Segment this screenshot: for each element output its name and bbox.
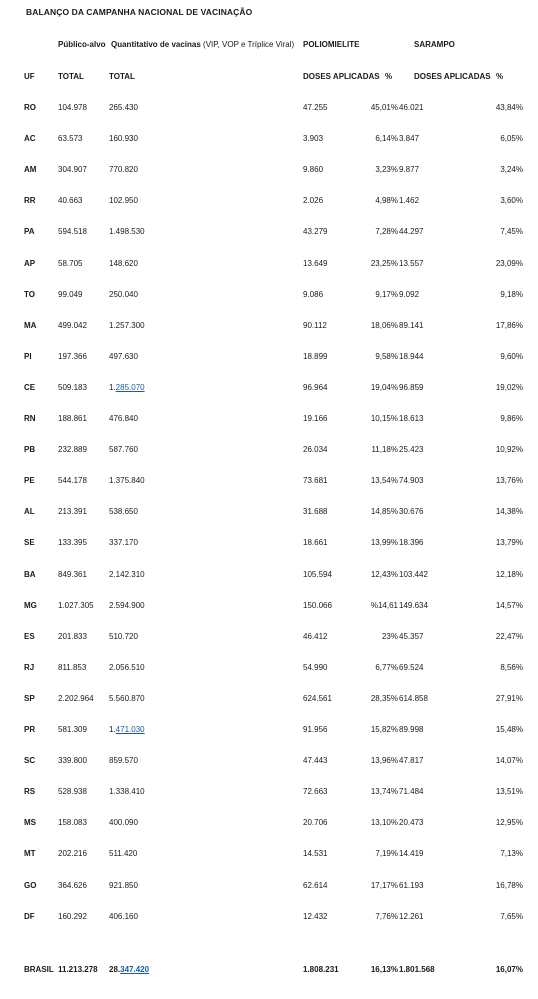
cell-polio-doses: 18.661	[303, 538, 328, 547]
table-row	[0, 321, 538, 333]
table-row	[0, 165, 538, 177]
cell-polio-pct: 19,04%	[370, 383, 398, 392]
cell-polio-pct: 45,01%	[370, 103, 398, 112]
cell-publico-alvo: 528.938	[58, 787, 87, 796]
table-row	[0, 103, 538, 115]
cell-uf: RN	[24, 414, 36, 423]
cell-publico-alvo: 849.361	[58, 570, 87, 579]
cell-sarampo-pct: 15,48%	[495, 725, 523, 734]
cell-total-vacinas	[109, 694, 145, 703]
cell-total-part: 102.950	[109, 196, 138, 205]
table-row	[0, 259, 538, 271]
cell-total-part: 1.257.300	[109, 321, 145, 330]
cell-publico-alvo: 509.183	[58, 383, 87, 392]
cell-total-vacinas	[109, 632, 138, 641]
table-row	[0, 818, 538, 830]
cell-sarampo-doses: 14.419	[399, 849, 424, 858]
cell-sarampo-pct: 22,47%	[495, 632, 523, 641]
total-row	[0, 965, 538, 977]
cell-sarampo-doses: 18.944	[399, 352, 424, 361]
cell-total-vacinas	[109, 965, 149, 974]
cell-uf: SC	[24, 756, 36, 765]
cell-polio-pct: 4,98%	[375, 196, 398, 205]
cell-publico-alvo: 304.907	[58, 165, 87, 174]
cell-polio-pct: 23,25%	[370, 259, 398, 268]
cell-total-vacinas	[109, 601, 145, 610]
cell-polio-pct: 23%	[381, 632, 398, 641]
cell-publico-alvo: 581.309	[58, 725, 87, 734]
cell-sarampo-doses: 3.847	[399, 134, 420, 143]
cell-total-vacinas	[109, 725, 145, 734]
table-row	[0, 787, 538, 799]
cell-uf: PI	[24, 352, 32, 361]
cell-polio-pct: 9,58%	[375, 352, 398, 361]
cell-polio-doses: 12.432	[303, 912, 328, 921]
cell-total-vacinas	[109, 818, 138, 827]
cell-uf: RO	[24, 103, 36, 112]
cell-total-part: 148.620	[109, 259, 138, 268]
cell-total-part: 538.650	[109, 507, 138, 516]
cell-sarampo-pct: 13,79%	[495, 538, 523, 547]
cell-polio-doses: 46.412	[303, 632, 328, 641]
cell-polio-doses: 26.034	[303, 445, 328, 454]
cell-polio-pct: 13,54%	[370, 476, 398, 485]
cell-publico-alvo: 2.202.964	[58, 694, 94, 703]
cell-total-vacinas	[109, 476, 145, 485]
cell-sarampo-doses: 614.858	[399, 694, 428, 703]
cell-total-part: 510.720	[109, 632, 138, 641]
cell-sarampo-pct: 27,91%	[495, 694, 523, 703]
cell-uf: AC	[24, 134, 36, 143]
cell-total-vacinas	[109, 787, 145, 796]
cell-sarampo-doses: 20.473	[399, 818, 424, 827]
cell-polio-pct: 17,17%	[370, 881, 398, 890]
cell-publico-alvo: 160.292	[58, 912, 87, 921]
cell-total-vacinas	[109, 290, 138, 299]
cell-polio-pct: 7,19%	[375, 849, 398, 858]
table-row	[0, 476, 538, 488]
cell-total-part: 476.840	[109, 414, 138, 423]
table-row	[0, 414, 538, 426]
cell-publico-alvo: 544.178	[58, 476, 87, 485]
cell-publico-alvo: 58.705	[58, 259, 83, 268]
cell-total-part: 400.090	[109, 818, 138, 827]
cell-uf: AM	[24, 165, 37, 174]
cell-polio-doses: 96.964	[303, 383, 328, 392]
cell-polio-doses: 62.614	[303, 881, 328, 890]
cell-total-vacinas	[109, 227, 145, 236]
table-row	[0, 134, 538, 146]
cell-total-vacinas	[109, 849, 137, 858]
cell-publico-alvo: 213.391	[58, 507, 87, 516]
col-doses-polio: DOSES APLICADAS	[303, 72, 380, 81]
cell-sarampo-pct: 6,05%	[500, 134, 523, 143]
cell-sarampo-pct: 10,92%	[495, 445, 523, 454]
table-row	[0, 694, 538, 706]
cell-publico-alvo: 158.083	[58, 818, 87, 827]
col-uf: UF	[24, 72, 35, 81]
cell-total-part: 859.570	[109, 756, 138, 765]
header-poliomielite: POLIOMIELITE	[303, 40, 360, 49]
cell-sarampo-doses: 9.877	[399, 165, 420, 174]
cell-polio-doses: 47.255	[303, 103, 328, 112]
cell-polio-pct: 18,06%	[370, 321, 398, 330]
cell-sarampo-doses: 89.141	[399, 321, 424, 330]
cell-sarampo-doses: 44.297	[399, 227, 424, 236]
table-row	[0, 881, 538, 893]
cell-total-vacinas	[109, 507, 138, 516]
cell-sarampo-doses: 89.998	[399, 725, 424, 734]
table-row	[0, 632, 538, 644]
cell-total-part: 265.430	[109, 103, 138, 112]
cell-sarampo-pct: 13,51%	[495, 787, 523, 796]
cell-total-part: 5.560.870	[109, 694, 145, 703]
cell-polio-doses: 18.899	[303, 352, 328, 361]
cell-publico-alvo: 1.027.305	[58, 601, 94, 610]
cell-total-part: 1.375.840	[109, 476, 145, 485]
cell-sarampo-pct: 3,60%	[500, 196, 523, 205]
cell-publico-alvo: 339.800	[58, 756, 87, 765]
cell-uf: MG	[24, 601, 37, 610]
table-row	[0, 227, 538, 239]
cell-sarampo-doses: 74.903	[399, 476, 424, 485]
cell-publico-alvo: 63.573	[58, 134, 83, 143]
cell-total-part: 28.	[109, 965, 121, 974]
col-doses-sarampo: DOSES APLICADAS	[414, 72, 491, 81]
table-row	[0, 290, 538, 302]
cell-sarampo-pct: 7,45%	[500, 227, 523, 236]
cell-uf: PR	[24, 725, 36, 734]
cell-sarampo-pct: 16,07%	[495, 965, 523, 974]
cell-publico-alvo: 202.216	[58, 849, 87, 858]
cell-sarampo-pct: 14,07%	[495, 756, 523, 765]
cell-polio-doses: 1.808.231	[303, 965, 339, 974]
cell-publico-alvo: 104.978	[58, 103, 87, 112]
cell-total-part: 1.	[109, 383, 116, 392]
cell-polio-doses: 3.903	[303, 134, 324, 143]
cell-sarampo-pct: 16,78%	[495, 881, 523, 890]
cell-total-part: 160.930	[109, 134, 138, 143]
cell-uf: MA	[24, 321, 37, 330]
table-row	[0, 445, 538, 457]
cell-total-vacinas	[109, 538, 138, 547]
cell-polio-pct: %14,61	[370, 601, 398, 610]
cell-uf: PA	[24, 227, 35, 236]
cell-uf: RS	[24, 787, 36, 796]
cell-uf: GO	[24, 881, 37, 890]
cell-total-part: 770.820	[109, 165, 138, 174]
cell-total-vacinas	[109, 663, 145, 672]
cell-polio-pct: 13,74%	[370, 787, 398, 796]
cell-sarampo-doses: 45.357	[399, 632, 424, 641]
cell-total-vacinas	[109, 570, 145, 579]
cell-sarampo-doses: 46.021	[399, 103, 424, 112]
cell-uf: SP	[24, 694, 35, 703]
table-row	[0, 849, 538, 861]
col-total-vacinas: TOTAL	[109, 72, 135, 81]
cell-polio-pct: 13,99%	[370, 538, 398, 547]
cell-total-vacinas	[109, 881, 138, 890]
cell-total-vacinas	[109, 259, 138, 268]
table-row	[0, 725, 538, 737]
cell-polio-doses: 9.086	[303, 290, 324, 299]
cell-total-part: 1.498.530	[109, 227, 145, 236]
cell-sarampo-doses: 18.613	[399, 414, 424, 423]
cell-polio-doses: 2.026	[303, 196, 324, 205]
cell-sarampo-pct: 9,18%	[500, 290, 523, 299]
cell-publico-alvo: 188.861	[58, 414, 87, 423]
cell-total-vacinas	[109, 445, 138, 454]
cell-polio-doses: 19.166	[303, 414, 328, 423]
cell-sarampo-pct: 12,95%	[495, 818, 523, 827]
cell-publico-alvo: 11.213.278	[58, 965, 98, 974]
cell-polio-doses: 47.443	[303, 756, 328, 765]
cell-uf: MT	[24, 849, 36, 858]
cell-polio-pct: 6,77%	[375, 663, 398, 672]
cell-sarampo-doses: 18.396	[399, 538, 424, 547]
cell-sarampo-pct: 14,38%	[495, 507, 523, 516]
cell-sarampo-pct: 7,13%	[500, 849, 523, 858]
cell-sarampo-pct: 9,60%	[500, 352, 523, 361]
cell-total-vacinas	[109, 756, 138, 765]
cell-polio-doses: 43.279	[303, 227, 328, 236]
cell-total-part: 2.056.510	[109, 663, 145, 672]
cell-polio-pct: 16,13%	[370, 965, 398, 974]
cell-total-vacinas	[109, 414, 138, 423]
table-row	[0, 663, 538, 675]
total-link[interactable]: 347.420	[120, 965, 150, 974]
cell-publico-alvo: 232.889	[58, 445, 87, 454]
cell-total-part: 2.142.310	[109, 570, 145, 579]
cell-publico-alvo: 364.626	[58, 881, 87, 890]
cell-sarampo-doses: 25.423	[399, 445, 424, 454]
cell-total-vacinas	[109, 103, 138, 112]
table-row	[0, 601, 538, 613]
cell-polio-doses: 150.066	[303, 601, 332, 610]
cell-total-vacinas	[109, 165, 138, 174]
cell-publico-alvo: 40.663	[58, 196, 83, 205]
cell-sarampo-pct: 23,09%	[495, 259, 523, 268]
cell-sarampo-pct: 19,02%	[495, 383, 523, 392]
cell-polio-doses: 9.860	[303, 165, 324, 174]
cell-publico-alvo: 499.042	[58, 321, 87, 330]
page-title: BALANÇO DA CAMPANHA NACIONAL DE VACINAÇÃO	[26, 7, 253, 17]
cell-total-part: 337.170	[109, 538, 138, 547]
cell-total-vacinas	[109, 383, 145, 392]
cell-uf: SE	[24, 538, 35, 547]
table-row	[0, 912, 538, 924]
cell-sarampo-pct: 3,24%	[500, 165, 523, 174]
cell-total-part: 511.420	[109, 849, 138, 858]
cell-sarampo-doses: 61.193	[399, 881, 424, 890]
cell-total-vacinas	[109, 321, 145, 330]
header-quantitativo: Quantitativo de vacinas (VIP, VOP e Tríplice Viral)	[111, 40, 295, 49]
cell-sarampo-pct: 43,84%	[495, 103, 523, 112]
cell-polio-pct: 13,10%	[370, 818, 398, 827]
cell-total-part: 1.	[109, 725, 116, 734]
cell-polio-pct: 28,35%	[370, 694, 398, 703]
cell-total-part: 2.594.900	[109, 601, 145, 610]
table-row	[0, 538, 538, 550]
cell-uf: AP	[24, 259, 36, 268]
cell-polio-pct: 13,96%	[370, 756, 398, 765]
col-total-publico: TOTAL	[58, 72, 84, 81]
cell-polio-doses: 31.688	[303, 507, 328, 516]
cell-polio-pct: 15,82%	[370, 725, 398, 734]
cell-polio-doses: 105.594	[303, 570, 332, 579]
cell-publico-alvo: 594.518	[58, 227, 87, 236]
cell-sarampo-doses: 9.092	[399, 290, 420, 299]
cell-uf: CE	[24, 383, 36, 392]
table-row	[0, 352, 538, 364]
cell-sarampo-doses: 47.817	[399, 756, 424, 765]
cell-polio-doses: 20.706	[303, 818, 328, 827]
table-row	[0, 570, 538, 582]
cell-uf: MS	[24, 818, 36, 827]
cell-publico-alvo: 201.833	[58, 632, 87, 641]
table-row	[0, 383, 538, 395]
header-publico-alvo: Público-alvo	[58, 40, 106, 49]
cell-uf: BA	[24, 570, 36, 579]
cell-sarampo-doses: 1.462	[399, 196, 420, 205]
cell-total-vacinas	[109, 134, 138, 143]
cell-uf: RR	[24, 196, 36, 205]
cell-polio-doses: 624.561	[303, 694, 332, 703]
cell-total-vacinas	[109, 912, 138, 921]
cell-uf: AL	[24, 507, 35, 516]
cell-publico-alvo: 99.049	[58, 290, 83, 299]
cell-sarampo-pct: 17,86%	[495, 321, 523, 330]
cell-sarampo-doses: 103.442	[399, 570, 428, 579]
cell-polio-doses: 72.663	[303, 787, 328, 796]
cell-sarampo-pct: 7,65%	[500, 912, 523, 921]
cell-polio-pct: 6,14%	[375, 134, 398, 143]
cell-uf: TO	[24, 290, 35, 299]
cell-sarampo-pct: 9,86%	[500, 414, 523, 423]
cell-polio-pct: 10,15%	[370, 414, 398, 423]
cell-polio-pct: 12,43%	[370, 570, 398, 579]
table-row	[0, 196, 538, 208]
cell-polio-doses: 54.990	[303, 663, 328, 672]
cell-publico-alvo: 197.366	[58, 352, 87, 361]
cell-sarampo-doses: 149.634	[399, 601, 428, 610]
cell-sarampo-doses: 96.859	[399, 383, 424, 392]
cell-uf: PE	[24, 476, 35, 485]
cell-polio-pct: 7,28%	[375, 227, 398, 236]
cell-uf: DF	[24, 912, 35, 921]
cell-total-part: 250.040	[109, 290, 138, 299]
cell-uf: BRASIL	[24, 965, 54, 974]
cell-polio-doses: 90.112	[303, 321, 327, 330]
cell-uf: RJ	[24, 663, 35, 672]
cell-polio-pct: 7,76%	[375, 912, 398, 921]
header-sarampo: SARAMPO	[414, 40, 455, 49]
cell-total-part: 921.850	[109, 881, 138, 890]
cell-sarampo-pct: 14,57%	[495, 601, 523, 610]
total-link[interactable]: 471.030	[115, 725, 145, 734]
cell-sarampo-doses: 1.801.568	[399, 965, 435, 974]
table-row	[0, 756, 538, 768]
cell-total-vacinas	[109, 352, 138, 361]
cell-uf: PB	[24, 445, 36, 454]
cell-total-part: 406.160	[109, 912, 138, 921]
cell-sarampo-doses: 12.261	[399, 912, 424, 921]
table-row	[0, 507, 538, 519]
cell-total-part: 497.630	[109, 352, 138, 361]
cell-polio-pct: 9,17%	[375, 290, 398, 299]
cell-total-vacinas	[109, 196, 138, 205]
col-pct-sarampo: %	[496, 72, 504, 81]
total-link[interactable]: 285.070	[115, 383, 145, 392]
cell-total-part: 1.338.410	[109, 787, 145, 796]
cell-polio-doses: 91.956	[303, 725, 328, 734]
cell-polio-doses: 73.681	[303, 476, 328, 485]
cell-sarampo-pct: 8,56%	[500, 663, 523, 672]
cell-polio-pct: 11,18%	[371, 445, 398, 454]
cell-sarampo-doses: 13.557	[399, 259, 424, 268]
cell-polio-doses: 13.649	[303, 259, 328, 268]
cell-polio-pct: 3,23%	[375, 165, 398, 174]
cell-sarampo-pct: 12,18%	[495, 570, 523, 579]
cell-total-part: 587.760	[109, 445, 138, 454]
col-pct-polio: %	[385, 72, 393, 81]
cell-uf: ES	[24, 632, 35, 641]
cell-sarampo-doses: 69.524	[399, 663, 424, 672]
cell-polio-pct: 14,85%	[370, 507, 398, 516]
cell-sarampo-doses: 30.676	[399, 507, 424, 516]
cell-sarampo-doses: 71.484	[399, 787, 424, 796]
cell-polio-doses: 14.531	[303, 849, 328, 858]
cell-publico-alvo: 133.395	[58, 538, 87, 547]
cell-sarampo-pct: 13,76%	[495, 476, 523, 485]
cell-publico-alvo: 811.853	[58, 663, 87, 672]
